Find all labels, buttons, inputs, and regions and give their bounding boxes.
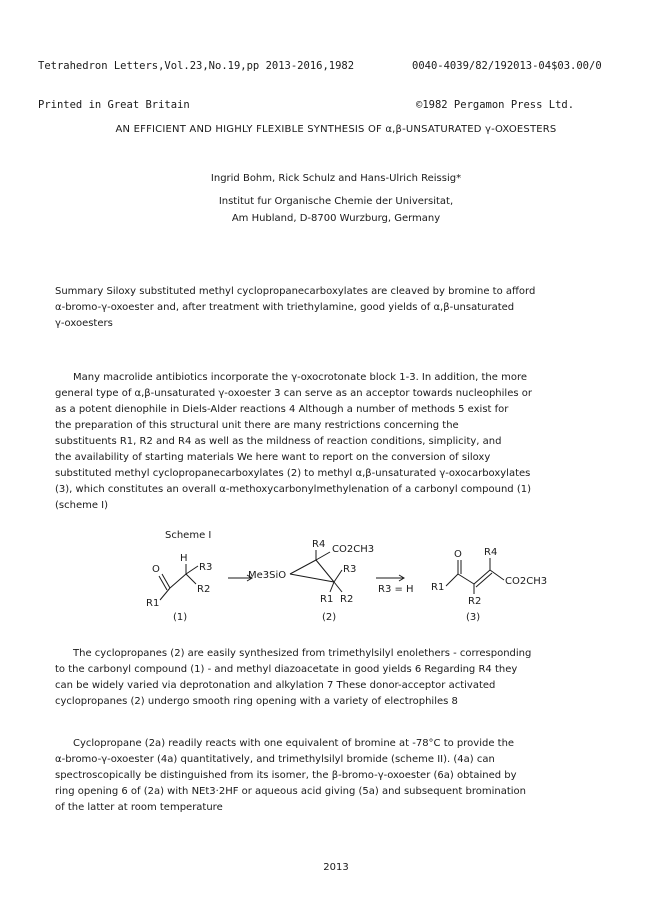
bromination-line: α-bromo-γ-oxoester (4a) quantitatively, and trimethylsilyl bromide (scheme II). (4a) can bbox=[55, 754, 495, 765]
atom-r3: R3 bbox=[343, 564, 357, 575]
atom-siloxy: Me3SiO bbox=[248, 570, 287, 581]
intro-paragraph bbox=[55, 370, 625, 514]
article-code: 0040-4039/82/192013-04$03.00/0 bbox=[412, 60, 602, 72]
intro-line: as a potent dienophile in Diels-Alder reactions 4 Although a number of methods 5 exist for bbox=[55, 404, 509, 415]
atom-oxygen: O bbox=[454, 549, 462, 560]
atom-hydrogen: H bbox=[180, 553, 188, 564]
article-title: AN EFFICIENT AND HIGHLY FLEXIBLE SYNTHESIS OF α,β-UNSATURATED γ-OXOESTERS bbox=[115, 124, 557, 135]
affiliation-line-2: Am Hubland, D-8700 Wurzburg, Germany bbox=[231, 213, 441, 224]
journal-citation: Tetrahedron Letters,Vol.23,No.19,pp 2013-2016,1982 bbox=[38, 60, 355, 72]
summary-line: γ-oxoesters bbox=[55, 318, 113, 329]
atom-r2: R2 bbox=[197, 584, 211, 595]
atom-r2: R2 bbox=[468, 596, 482, 607]
atom-r1: R1 bbox=[146, 598, 160, 609]
atom-r4: R4 bbox=[484, 547, 498, 558]
atom-ester: CO2CH3 bbox=[332, 544, 375, 555]
intro-line: Many macrolide antibiotics incorporate the γ-oxocrotonate block 1-3. In addition, the more bbox=[73, 372, 527, 383]
copyright: ©1982 Pergamon Press Ltd. bbox=[416, 99, 575, 111]
synthesis-line: can be widely varied via deprotonation and alkylation 7 These donor-acceptor activated bbox=[55, 680, 496, 691]
atom-r1: R1 bbox=[320, 594, 334, 605]
journal-header-right bbox=[412, 34, 602, 125]
author-list: Ingrid Bohm, Rick Schulz and Hans-Ulrich Reissig* bbox=[210, 173, 462, 184]
atom-r4: R4 bbox=[312, 539, 326, 550]
intro-line: the availability of starting materials We here want to report on the conversion of siloxy bbox=[55, 452, 491, 463]
intro-line: (3), which constitutes an overall α-methoxycarbonylmethylenation of a carbonyl compound (1) bbox=[55, 484, 531, 495]
summary-paragraph bbox=[55, 284, 625, 332]
reaction-condition: R3 = H bbox=[378, 584, 414, 595]
journal-header bbox=[38, 34, 354, 125]
atom-ester: CO2CH3 bbox=[505, 576, 548, 587]
bromination-line: Cyclopropane (2a) readily reacts with one equivalent of bromine at -78°C to provide the bbox=[73, 738, 515, 749]
synthesis-line: to the carbonyl compound (1) - and methyl diazoacetate in good yields 6 Regarding R4 they bbox=[55, 664, 518, 675]
synthesis-line: The cyclopropanes (2) are easily synthesized from trimethylsilyl enolethers - corresponding bbox=[73, 648, 532, 659]
bromination-line: ring opening 6 of (2a) with NEt3·2HF or aqueous acid giving (5a) and subsequent bromination bbox=[55, 786, 526, 797]
intro-line: general type of α,β-unsaturated γ-oxoester 3 can serve as an acceptor towards nucleophiles or bbox=[55, 388, 532, 399]
atom-r2: R2 bbox=[340, 594, 354, 605]
synthesis-line: cyclopropanes (2) undergo smooth ring opening with a variety of electrophiles 8 bbox=[55, 696, 458, 707]
affiliation-line-1: Institut fur Organische Chemie der Universitat, bbox=[218, 196, 454, 207]
atom-r1: R1 bbox=[431, 582, 445, 593]
summary-line: α-bromo-γ-oxoester and, after treatment with triethylamine, good yields of α,β-unsaturated bbox=[55, 302, 515, 313]
bromination-line: of the latter at room temperature bbox=[55, 802, 223, 813]
bromination-paragraph bbox=[55, 736, 625, 816]
scheme-label: Scheme I bbox=[165, 530, 212, 541]
intro-line: substituted methyl cyclopropanecarboxylates (2) to methyl α,β-unsaturated γ-oxocarboxylates bbox=[55, 468, 531, 479]
bromination-line: spectroscopically be distinguished from its isomer, the β-bromo-γ-oxoester (6a) obtained by bbox=[55, 770, 517, 781]
atom-r3: R3 bbox=[199, 562, 213, 573]
synthesis-paragraph bbox=[55, 646, 625, 710]
summary-line: Summary Siloxy substituted methyl cyclopropanecarboxylates are cleaved by bromine to afford bbox=[55, 286, 536, 297]
intro-line: (scheme I) bbox=[55, 500, 109, 511]
intro-line: the preparation of this structural unit there are many restrictions concerning the bbox=[55, 420, 459, 431]
compound-1-label: (1) bbox=[173, 612, 188, 623]
page-number: 2013 bbox=[323, 862, 349, 873]
reaction-scheme-diagram bbox=[0, 530, 672, 630]
printed-location: Printed in Great Britain bbox=[38, 99, 190, 111]
compound-2-label: (2) bbox=[322, 612, 337, 623]
intro-line: substituents R1, R2 and R4 as well as the mildness of reaction conditions, simplicity, and bbox=[55, 436, 502, 447]
compound-3-label: (3) bbox=[466, 612, 481, 623]
atom-oxygen: O bbox=[152, 564, 160, 575]
